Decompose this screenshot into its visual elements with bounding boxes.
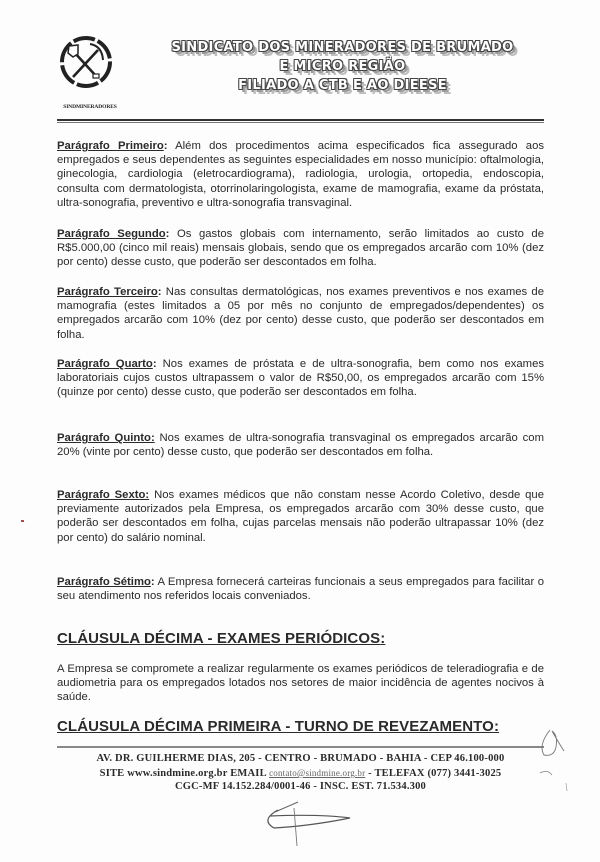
paragraph-text: A Empresa fornecerá carteiras funcionais a seus empregados para facilitar o seu atendimento nos referidos locais conveniados. [57, 576, 544, 603]
paragraph-primeiro [57, 139, 544, 210]
paragraph-setimo [57, 575, 544, 603]
paragraph-label: Parágrafo Quinto: [57, 432, 155, 444]
paragraph-quinto [57, 431, 544, 459]
clause-title: CLÁUSULA DÉCIMA - EXAMES PERIÓDICOS [57, 630, 381, 647]
logo-caption: SINDMINERADORES [63, 104, 117, 110]
paragraph-text: Nos exames médicos que não constam nesse Acordo Coletivo, desde que previamente autorizados pela Empresa, os empregados arcarão com 30% desse custo, que poderão ser descontados em folha, cujas parcelas mensais não poderão ultrapassar 10% (dez por cento) do salário nominal. [57, 489, 545, 544]
footer-registration: CGC-MF 14.152.284/0001-46 - INSC. EST. 71.534.300 [174, 781, 426, 792]
paragraph-sexto [57, 488, 544, 545]
paragraph-label-sep: : [150, 576, 155, 588]
header-divider [57, 119, 544, 121]
paragraph-label-sep: : [152, 358, 157, 370]
paragraph-text: Os gastos globais com internamento, serão limitados ao custo de R$5.000,00 (cinco mil reais) mensais globais, sendo que os empregados arcarão com 10% (dez por cento) desse custo, que poderão ser descontados em folha. [57, 228, 545, 269]
clause-title: CLÁUSULA DÉCIMA PRIMEIRA - TURNO DE REVEZAMENTO [57, 718, 494, 735]
email-link[interactable]: contato@sindmine.org.br [269, 768, 366, 778]
footer-contact [57, 766, 544, 781]
paragraph-label: Parágrafo Terceiro [57, 286, 158, 298]
paragraph-label: Parágrafo Primeiro [57, 140, 164, 152]
site-label: SITE [99, 768, 128, 779]
initials-mark [530, 725, 570, 795]
paragraph-label-sep: : [163, 140, 168, 152]
header-divider [57, 122, 544, 123]
paragraph-segundo [57, 227, 544, 270]
letterhead-line: E MICRO REGIÃO [279, 59, 406, 74]
footer-divider [57, 746, 544, 748]
pick-and-shovel-icon [58, 32, 114, 92]
clause-heading [57, 718, 499, 735]
paragraph-label: Parágrafo Sexto: [57, 489, 150, 501]
paragraph-text: Nos exames de ultra-sonografia transvaginal os empregados arcarão com 20% (vinte por cento) desse custo, que poderão ser descontados em folha. [57, 432, 544, 459]
clause-title-sep: : [380, 630, 386, 647]
paragraph-text: Nas consultas dermatológicas, nos exames preventivos e nos exames de mamografia (estes limitados a 05 por mês no conjunto de empregados/dependentes) os empregados arcarão com 10% (dez por cento) desse custo, que poderão ser descontados em folha. [57, 286, 544, 341]
letterhead-line: SINDICATO DOS MINERADORES DE BRUMADO [171, 40, 514, 55]
union-logo [58, 32, 117, 110]
paragraph-text: Nos exames de próstata e de ultra-sonografia, bem como nos exames laboratoriais cujos custos ultrapassem o valor de R$50,00, os empregados arcarão com 15% (quinze por cento) desse custo, que poderão ser descontados em folha. [57, 358, 544, 399]
letterhead-title [145, 38, 540, 95]
clause-title-sep: : [493, 718, 500, 735]
email-label: EMAIL [227, 768, 270, 779]
telefax: - TELEFAX (077) 3441-3025 [365, 768, 502, 779]
margin-mark [21, 520, 24, 522]
footer-address: AV. DR. GUILHERME DIAS, 205 - CENTRO - BRUMADO - BAHIA - CEP 46.100-000 [96, 753, 505, 764]
paragraph-label: Parágrafo Sétimo [57, 576, 151, 588]
paragraph-label: Parágrafo Quarto [57, 358, 153, 370]
signature [250, 800, 370, 850]
clause-text: A Empresa se compromete a realizar regularmente os exames periódicos de teleradiografia e de audiometria para os empregados lotados nos setores de maior incidência de agentes nocivos à saúde. [57, 663, 544, 704]
paragraph-text: Além dos procedimentos acima especificados fica assegurado aos empregados e seus dependentes as seguintes especialidades em nosso município: oftalmologia, ginecologia, cardiologia (eletrocardiograma), radiologia, urologia, ortopedia, endoscopia, consulta com dermatologista, otorrinolaringologista, exame de mamografia, exame da próstata, ultra-sonografia, preventivo e ultra-sonografia transvaginal. [57, 140, 544, 209]
site-link[interactable]: www.sindmine.org.br [127, 768, 228, 779]
paragraph-label-sep: : [157, 286, 162, 298]
paragraph-label: Parágrafo Segundo [57, 228, 166, 240]
paragraph-quarto [57, 357, 544, 400]
clause-heading [57, 630, 385, 647]
letterhead-line: FILIADO A CTB E AO DIEESE [238, 78, 447, 93]
paragraph-label-sep: : [165, 228, 170, 240]
paragraph-terceiro [57, 285, 544, 342]
